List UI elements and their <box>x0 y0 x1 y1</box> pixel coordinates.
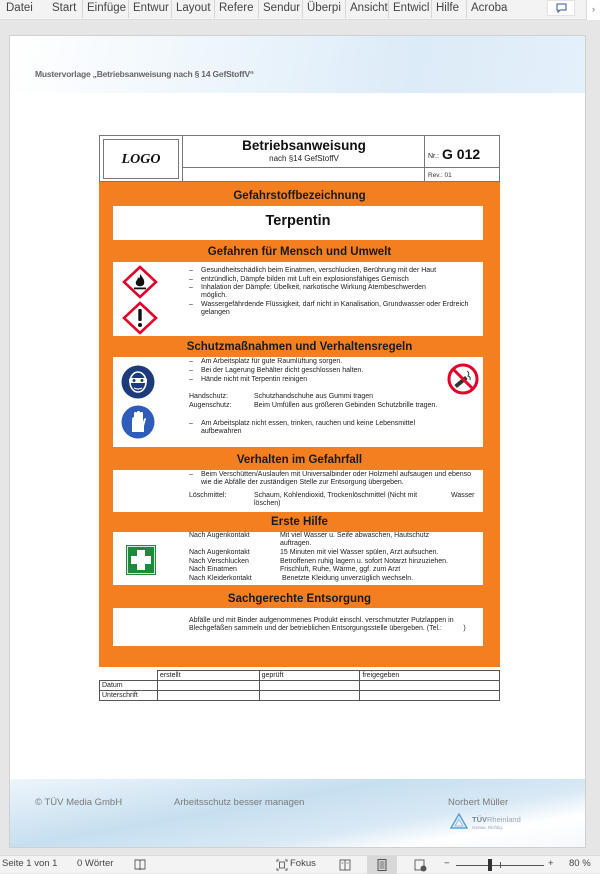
instruction-title: Betriebsanweisung <box>242 138 366 153</box>
ribbon-more-button[interactable] <box>586 0 600 20</box>
column-header: freigegeben <box>360 671 500 681</box>
glove-protection-icon <box>121 405 155 439</box>
divider <box>182 136 183 183</box>
protection-value: Beim Umfüllen aus größeren Gebinden Schutzbrille tragen. <box>254 402 438 409</box>
first-aid-value: Frischluft, Ruhe, Wärme, ggf. zum Arzt <box>280 566 401 573</box>
tab-einfuegen[interactable]: Einfüge <box>82 0 128 18</box>
tab-sendungen[interactable]: Sendur <box>258 0 302 18</box>
print-layout-icon <box>376 859 388 871</box>
tab-ueberpruefen[interactable]: Überpi <box>302 0 345 18</box>
tab-layout[interactable]: Layout <box>171 0 214 18</box>
section-title-hazards: Gefahren für Mensch und Umwelt <box>207 246 392 258</box>
tab-referenzen[interactable]: Refere <box>214 0 258 18</box>
ribbon-tabs <box>0 0 600 20</box>
tab-entwurf[interactable]: Entwur <box>128 0 171 18</box>
first-aid-label: Nach Einatmen <box>189 566 237 573</box>
table-cell[interactable] <box>259 681 360 691</box>
instruction-body <box>99 182 500 667</box>
focus-icon[interactable] <box>276 859 288 871</box>
comment-button[interactable] <box>547 0 575 16</box>
table-cell[interactable] <box>360 691 500 701</box>
zoom-in-button[interactable]: + <box>548 858 554 869</box>
divider <box>182 167 500 168</box>
protection-label: Augenschutz: <box>189 402 232 409</box>
focus-label[interactable]: Fokus <box>290 858 316 869</box>
emergency-item: Beim Verschütten/Auslaufen mit Universalbinder oder Holzmehl aufsaugen und ebenso wie die Abfälle der zuständigen Stelle zur Entsorgung übergeben. <box>201 471 472 487</box>
table-cell[interactable] <box>259 691 360 701</box>
column-header: geprüft <box>259 671 360 681</box>
extinguisher-value: Schaum, Kohlendioxid, Trockenlöschmittel (Nicht mit <box>254 492 418 499</box>
first-aid-icon <box>126 545 156 575</box>
page-count[interactable]: Seite 1 von 1 <box>2 858 58 869</box>
status-bar <box>0 855 600 873</box>
proofing-book-icon[interactable] <box>134 859 146 871</box>
extinguisher-label: Löschmittel: <box>189 492 227 499</box>
word-count[interactable]: 0 Wörter <box>77 858 114 869</box>
protection-value: Schutzhandschuhe aus Gummi tragen <box>254 393 374 400</box>
first-aid-label: Nach Verschlucken <box>189 557 249 565</box>
header-title: Mustervorlage „Betriebsanweisung nach § 14 GefStoffV“ <box>35 69 254 79</box>
tab-datei[interactable]: Datei <box>6 2 33 14</box>
section-title-disposal: Sachgerechte Entsorgung <box>227 593 372 605</box>
zoom-level[interactable]: 80 % <box>569 858 591 869</box>
first-aid-value: Mit viel Wasser u. Seife abwaschen, Hautschutz auftragen. <box>280 532 430 548</box>
footer-slogan: Arbeitsschutz besser managen <box>174 797 305 808</box>
tuv-logo <box>450 812 530 834</box>
logo-placeholder <box>103 139 179 179</box>
print-layout-button[interactable] <box>367 856 397 874</box>
page-footer <box>10 779 585 848</box>
first-aid-label: Nach Augenkontakt <box>189 532 250 539</box>
flame-pictogram-icon <box>122 265 158 299</box>
protection-item: Bei der Lagerung Behälter dicht geschlossen halten. <box>201 367 364 374</box>
read-mode-icon[interactable] <box>339 859 351 871</box>
column-header: erstellt <box>157 671 259 681</box>
disposal-text: Abfälle und mit Binder aufgenommenes Produkt einschl. verschmutzter Putzlappen in Blechgefäßen sammeln und der betrieblichen Entsorgungsstelle übergeben. (Tel.: ) <box>189 617 466 633</box>
zoom-out-button[interactable]: − <box>444 858 450 869</box>
hazards-box: – Gesundheitschädlich beim Einatmen, verschlucken, Berührung mit der Haut – entzündlich, Dämpfe bilden mit Luft ein explosionsfähiges Gemisch – Inhalation der Dämpfe: Übelkeit, narkotische Wirkung Atembeschwerden möglich. – Wassergefährdende Flüssigkeit, darf nicht in Kanalisation, Grundwasser oder Erdreich gelangen <box>113 262 483 336</box>
emergency-box: – Beim Verschütten/Auslaufen mit Universalbinder oder Holzmehl aufsaugen und ebenso wie die Abfälle der zuständigen Stelle zur Entsorgung übergeben. Löschmittel: Schaum, Kohlendioxid, Trockenlöschmittel (Nicht mit Wasser löschen) <box>113 470 483 512</box>
tuv-tagline: Genau. Richtig. <box>472 825 504 830</box>
exclamation-pictogram-icon <box>122 301 158 335</box>
table-cell[interactable] <box>157 691 259 701</box>
section-title-emergency: Verhalten im Gefahrfall <box>236 454 363 466</box>
first-aid-label: Nach Kleiderkontakt <box>189 574 252 582</box>
number-value: G 012 <box>442 146 481 162</box>
protection-box: – Am Arbeitsplatz für gute Raumlüftung sorgen. – Bei der Lagerung Behälter dicht geschlossen halten. – Hände nicht mit Terpentin reinigen Handschutz: Schutzhandschuhe aus Gummi tragen Augenschutz: Beim Umfüllen aus größeren Gebinden Schutzbrille tragen. – Am Arbeitsplatz nicht essen, trinken, rauchen und keine Lebensmittel aufbewahren <box>113 357 483 447</box>
table-corner <box>100 671 158 681</box>
revision: Rev.: 01 <box>428 172 452 179</box>
protection-item: Am Arbeitsplatz für gute Raumlüftung sorgen. <box>201 358 343 365</box>
zoom-slider-center-tick <box>500 862 501 868</box>
section-title-designation: Gefahrstoffbezeichnung <box>233 190 366 202</box>
divider <box>424 136 425 183</box>
chevron-right-icon: › <box>592 4 595 14</box>
tab-entwicklertools[interactable]: Entwicl <box>388 0 431 18</box>
substance-name: Terpentin <box>265 213 331 229</box>
first-aid-value: Betroffenen ruhig lagern u. sofort Notarzt hinzuziehen. <box>280 557 448 565</box>
table-cell[interactable] <box>360 681 500 691</box>
instruction-header <box>99 135 500 182</box>
extinguisher-value: Wasser <box>451 492 475 499</box>
hazard-item: Wassergefährdende Flüssigkeit, darf nicht in Kanalisation, Grundwasser oder Erdreich gelangen <box>201 301 469 317</box>
protection-label: Handschutz: <box>189 393 228 400</box>
number-label: Nr.: <box>428 153 439 160</box>
no-smoking-icon <box>447 363 479 395</box>
extinguisher-value: löschen) <box>254 500 281 507</box>
first-aid-value: 15 Minuten mit viel Wasser spülen, Arzt aufsuchen. <box>280 549 439 556</box>
first-aid-label: Nach Augenkontakt <box>189 549 250 556</box>
first-aid-box <box>113 532 483 585</box>
hazard-item: entzündlich, Dämpfe bilden mit Luft ein explosionsfähiges Gemisch <box>201 275 409 283</box>
footer-author: Norbert Müller <box>448 797 509 808</box>
page-header <box>10 36 585 93</box>
table-cell[interactable] <box>157 681 259 691</box>
footer-copyright: © TÜV Media GmbH <box>35 797 123 808</box>
web-layout-icon[interactable] <box>414 859 427 872</box>
disposal-box <box>113 608 483 646</box>
hazard-item: Inhalation der Dämpfe: Übelkeit, narkotische Wirkung Atembeschwerden möglich. <box>201 284 426 300</box>
section-title-protection: Schutzmaßnahmen und Verhaltensregeln <box>186 341 413 353</box>
row-header: Datum <box>100 681 158 691</box>
signature-table <box>99 670 500 701</box>
first-aid-value: Benetzte Kleidung unverzüglich wechseln. <box>280 574 414 582</box>
eye-protection-icon <box>121 365 155 399</box>
tuv-brand: TÜVRheinland <box>472 815 521 824</box>
tab-acrobat[interactable]: Acroba <box>466 0 508 18</box>
tuv-triangle-icon <box>450 813 468 829</box>
hazard-item: Gesundheitschädlich beim Einatmen, verschlucken, Berührung mit der Haut <box>201 267 437 274</box>
logo-text: LOGO <box>121 152 161 167</box>
protection-item: Hände nicht mit Terpentin reinigen <box>201 376 308 383</box>
protection-item: Am Arbeitsplatz nicht essen, trinken, rauchen und keine Lebensmittel aufbewahren <box>201 420 416 436</box>
instruction-subtitle: nach §14 GefStoffV <box>269 154 339 163</box>
comment-icon <box>556 3 567 13</box>
tab-start[interactable]: Start <box>52 2 77 14</box>
row-header: Unterschrift <box>100 691 158 701</box>
section-title-first-aid: Erste Hilfe <box>271 516 328 528</box>
zoom-slider-thumb[interactable] <box>488 859 492 871</box>
tab-hilfe[interactable]: Hilfe <box>431 0 466 18</box>
document-page[interactable] <box>9 35 586 848</box>
substance-box <box>113 206 483 240</box>
tab-ansicht[interactable]: Ansicht <box>345 0 388 18</box>
